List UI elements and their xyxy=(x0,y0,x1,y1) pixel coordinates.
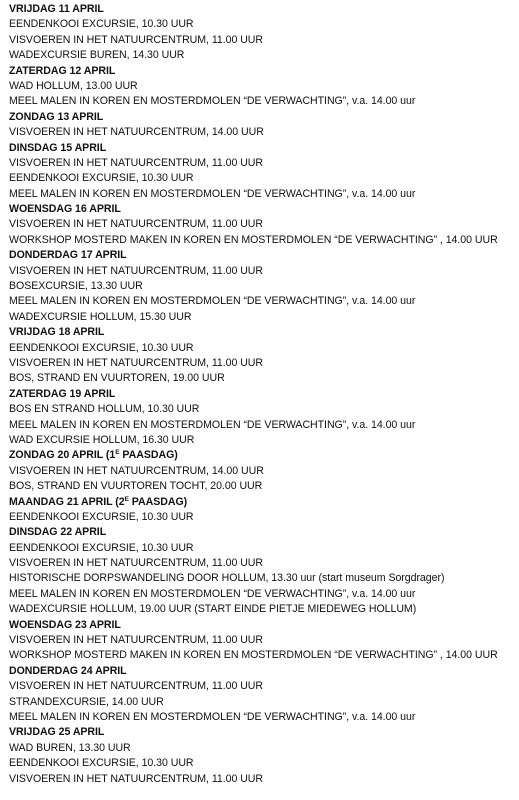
activity-text: VISVOEREN IN HET NATUURCENTRUM, 11.00 UUR xyxy=(9,356,264,369)
activity-schedule xyxy=(9,2,519,787)
activity-text: VISVOEREN IN HET NATUURCENTRUM, 14.00 UUR xyxy=(9,464,264,477)
activity-item xyxy=(9,695,519,710)
activity-item xyxy=(9,310,519,325)
activity-item xyxy=(9,233,519,248)
activity-text: VISVOEREN IN HET NATUURCENTRUM, 11.00 UUR xyxy=(9,680,264,693)
activity-text: WADEXCURSIE BUREN, 14.30 UUR xyxy=(9,49,185,62)
day-heading-text: ZATERDAG 12 APRIL xyxy=(9,64,116,77)
day-heading-text: ZONDAG 13 APRIL xyxy=(9,110,104,123)
day-heading-text: VRIJDAG 18 APRIL xyxy=(9,326,105,339)
activity-item xyxy=(9,371,519,386)
activity-text: WAD HOLLUM, 13.00 UUR xyxy=(9,79,138,92)
activity-item xyxy=(9,94,519,109)
activity-item xyxy=(9,79,519,94)
activity-text: WORKSHOP MOSTERD MAKEN IN KOREN EN MOSTERDMOLEN “DE VERWACHTING” , 14.00 UUR xyxy=(9,233,498,246)
activity-text: WAD EXCURSIE HOLLUM, 16.30 UUR xyxy=(9,433,195,446)
day-heading-text: MAANDAG 21 APRIL (2 xyxy=(9,495,125,508)
activity-item xyxy=(9,571,519,586)
activity-text: MEEL MALEN IN KOREN EN MOSTERDMOLEN “DE VERWACHTING”, v.a. 14.00 uur xyxy=(9,95,416,108)
activity-item xyxy=(9,125,519,140)
activity-text: WAD BUREN, 13.30 UUR xyxy=(9,741,131,754)
activity-text: MEEL MALEN IN KOREN EN MOSTERDMOLEN “DE VERWACHTING”, v.a. 14.00 uur xyxy=(9,418,416,431)
day-heading xyxy=(9,387,519,402)
day-heading xyxy=(9,202,519,217)
activity-item xyxy=(9,602,519,617)
day-heading xyxy=(9,110,519,125)
activity-text: MEEL MALEN IN KOREN EN MOSTERDMOLEN “DE VERWACHTING”, v.a. 14.00 uur xyxy=(9,295,416,308)
day-heading xyxy=(9,618,519,633)
day-heading-text: DINSDAG 22 APRIL xyxy=(9,526,107,539)
activity-item xyxy=(9,479,519,494)
day-heading-text: ZONDAG 20 APRIL (1 xyxy=(9,449,116,462)
day-heading-text: ZATERDAG 19 APRIL xyxy=(9,387,116,400)
activity-text: WORKSHOP MOSTERD MAKEN IN KOREN EN MOSTERDMOLEN “DE VERWACHTING” , 14.00 UUR xyxy=(9,649,498,662)
activity-text: MEEL MALEN IN KOREN EN MOSTERDMOLEN “DE VERWACHTING”, v.a. 14.00 uur xyxy=(9,187,416,200)
activity-text: STRANDEXCURSIE, 14.00 UUR xyxy=(9,695,164,708)
activity-item xyxy=(9,402,519,417)
activity-item xyxy=(9,217,519,232)
activity-text: EENDENKOOI EXCURSIE, 10.30 UUR xyxy=(9,341,194,354)
day-heading-text: WOENSDAG 23 APRIL xyxy=(9,618,121,631)
activity-item xyxy=(9,187,519,202)
day-heading xyxy=(9,141,519,156)
day-heading-text: DINSDAG 15 APRIL xyxy=(9,141,107,154)
activity-item xyxy=(9,17,519,32)
activity-text: MEEL MALEN IN KOREN EN MOSTERDMOLEN “DE VERWACHTING”, v.a. 14.00 uur xyxy=(9,587,416,600)
activity-text: VISVOEREN IN HET NATUURCENTRUM, 11.00 UUR xyxy=(9,557,264,570)
activity-text: VISVOEREN IN HET NATUURCENTRUM, 11.00 UUR xyxy=(9,772,264,785)
activity-item xyxy=(9,264,519,279)
day-heading xyxy=(9,495,519,510)
activity-item xyxy=(9,633,519,648)
day-heading-text: DONDERDAG 17 APRIL xyxy=(9,249,127,262)
day-heading-suffix: PAASDAG) xyxy=(128,495,188,508)
activity-item xyxy=(9,464,519,479)
activity-text: EENDENKOOI EXCURSIE, 10.30 UUR xyxy=(9,18,194,31)
activity-item xyxy=(9,541,519,556)
day-heading xyxy=(9,64,519,79)
day-heading xyxy=(9,725,519,740)
activity-text: BOS EN STRAND HOLLUM, 10.30 UUR xyxy=(9,403,200,416)
activity-text: MEEL MALEN IN KOREN EN MOSTERDMOLEN “DE VERWACHTING”, v.a. 14.00 uur xyxy=(9,710,416,723)
day-heading-text: VRIJDAG 11 APRIL xyxy=(9,3,104,15)
activity-text: HISTORISCHE DORPSWANDELING DOOR HOLLUM, 13.30 uur (start museum Sorgdrager) xyxy=(9,572,445,585)
activity-item xyxy=(9,33,519,48)
activity-item xyxy=(9,648,519,663)
day-heading xyxy=(9,325,519,340)
activity-text: VISVOEREN IN HET NATUURCENTRUM, 11.00 UUR xyxy=(9,264,264,277)
day-heading xyxy=(9,248,519,263)
activity-text: EENDENKOOI EXCURSIE, 10.30 UUR xyxy=(9,541,194,554)
activity-item xyxy=(9,710,519,725)
activity-item xyxy=(9,48,519,63)
activity-item xyxy=(9,279,519,294)
activity-item xyxy=(9,772,519,787)
activity-item xyxy=(9,294,519,309)
activity-text: BOS, STRAND EN VUURTOREN, 19.00 UUR xyxy=(9,372,225,385)
activity-text: EENDENKOOI EXCURSIE, 10.30 UUR xyxy=(9,510,194,523)
activity-item xyxy=(9,556,519,571)
activity-text: EENDENKOOI EXCURSIE, 10.30 UUR xyxy=(9,757,194,770)
activity-text: VISVOEREN IN HET NATUURCENTRUM, 11.00 UUR xyxy=(9,156,264,169)
activity-text: WADEXCURSIE HOLLUM, 15.30 UUR xyxy=(9,310,192,323)
activity-item xyxy=(9,418,519,433)
day-heading-text: VRIJDAG 25 APRIL xyxy=(9,726,105,739)
activity-text: EENDENKOOI EXCURSIE, 10.30 UUR xyxy=(9,172,194,185)
day-heading xyxy=(9,2,519,17)
activity-item xyxy=(9,356,519,371)
activity-text: VISVOEREN IN HET NATUURCENTRUM, 14.00 UUR xyxy=(9,126,264,139)
activity-item xyxy=(9,341,519,356)
activity-item xyxy=(9,756,519,771)
activity-text: VISVOEREN IN HET NATUURCENTRUM, 11.00 UUR xyxy=(9,33,264,46)
activity-item xyxy=(9,171,519,186)
activity-text: WADEXCURSIE HOLLUM, 19.00 UUR (START EINDE PIETJE MIEDEWEG HOLLUM) xyxy=(9,603,417,616)
ordinal-suffix: E xyxy=(115,449,120,457)
activity-text: VISVOEREN IN HET NATUURCENTRUM, 11.00 UUR xyxy=(9,218,264,231)
day-heading xyxy=(9,664,519,679)
activity-item xyxy=(9,433,519,448)
activity-text: BOSEXCURSIE, 13.30 UUR xyxy=(9,280,143,293)
activity-item xyxy=(9,587,519,602)
activity-text: VISVOEREN IN HET NATUURCENTRUM, 11.00 UUR xyxy=(9,634,264,647)
day-heading-text: WOENSDAG 16 APRIL xyxy=(9,203,121,216)
day-heading-text: DONDERDAG 24 APRIL xyxy=(9,664,127,677)
ordinal-suffix: E xyxy=(124,495,129,503)
activity-item xyxy=(9,510,519,525)
activity-item xyxy=(9,156,519,171)
day-heading xyxy=(9,525,519,540)
activity-text: BOS, STRAND EN VUURTOREN TOCHT, 20.00 UUR xyxy=(9,480,263,493)
activity-item xyxy=(9,679,519,694)
activity-item xyxy=(9,741,519,756)
day-heading-suffix: PAASDAG) xyxy=(119,449,178,462)
day-heading xyxy=(9,448,519,463)
